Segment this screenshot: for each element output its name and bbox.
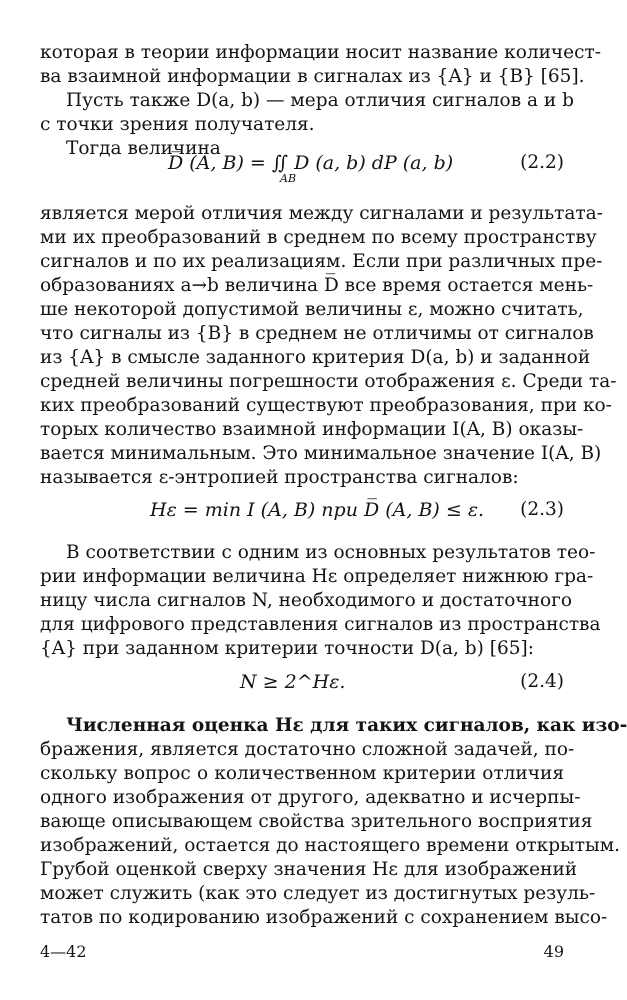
- text-line: образованиях a→b величина D̅ все время остается мень-: [40, 275, 594, 296]
- text-line: скольку вопрос о количественном критерии отличия: [40, 763, 564, 784]
- text-line: рии информации величина Hε определяет нижнюю гра-: [40, 566, 594, 587]
- equation-number: (2.4): [520, 671, 564, 692]
- text-line: что сигналы из {B} в среднем не отличимы от сигналов: [40, 323, 594, 344]
- text-line: вающе описывающем свойства зрительного восприятия: [40, 811, 593, 832]
- equation-2-4: [40, 665, 564, 699]
- equation-2-3: [40, 493, 564, 527]
- text-line: называется ε-энтропией пространства сигналов:: [40, 467, 519, 488]
- text-line: ницу числа сигналов N, необходимого и достаточного: [40, 590, 572, 611]
- text-line: ми их преобразований в среднем по всему пространству: [40, 227, 597, 248]
- equation-formula: N ≥ 2^Hε.: [240, 671, 346, 693]
- equation-number: (2.2): [520, 152, 564, 173]
- printer-signature: 4—42: [40, 942, 87, 961]
- text-line: одного изображения от другого, адекватно и исчерпы-: [40, 787, 581, 808]
- text-line: средней величины погрешности отображения ε. Среди та-: [40, 371, 617, 392]
- text-line: ше некоторой допустимой величины ε, можно считать,: [40, 299, 584, 320]
- integral-subscript: AB: [280, 172, 297, 185]
- text-line: изображений, остается до настоящего времени открытым.: [40, 835, 620, 856]
- text-line: из {A} в смысле заданного критерия D(a, b) и заданной: [40, 347, 591, 368]
- text-line: которая в теории информации носит название количест-: [40, 42, 601, 63]
- text-line: Грубой оценкой сверху значения Hε для изображений: [40, 859, 578, 880]
- text-line: {A} при заданном критерии точности D(a, b) [65]:: [40, 638, 534, 659]
- text-line: ва взаимной информации в сигналах из {A} и {B} [65].: [40, 66, 585, 87]
- equation-formula: Hε = min I (A, B) при D̅ (A, B) ≤ ε.: [150, 499, 485, 521]
- text-line: татов по кодированию изображений с сохранением высо-: [40, 907, 608, 928]
- text-line: вается минимальным. Это минимальное значение I(A, B): [40, 443, 602, 464]
- equation-formula: D̅ (A, B) = ∬ D (a, b) dP (a, b): [168, 152, 454, 174]
- text-line: бражения, является достаточно сложной задачей, по-: [40, 739, 575, 760]
- text-line: для цифрового представления сигналов из пространства: [40, 614, 601, 635]
- text-line: Пусть также D(a, b) — мера отличия сигналов a и b: [66, 90, 574, 111]
- text-line: является мерой отличия между сигналами и результата-: [40, 203, 603, 224]
- text-line-heading: Численная оценка Hε для таких сигналов, как изо-: [66, 715, 627, 736]
- text-line: может служить (как это следует из достигнутых резуль-: [40, 883, 596, 904]
- text-line: с точки зрения получателя.: [40, 114, 315, 135]
- text-line: В соответствии с одним из основных результатов тео-: [66, 542, 596, 563]
- text-line: ких преобразований существуют преобразования, при ко-: [40, 395, 612, 416]
- page-number: 49: [543, 942, 564, 961]
- equation-2-2: [40, 146, 564, 194]
- text-line: сигналов и по их реализациям. Если при различных пре-: [40, 251, 603, 272]
- text-line: торых количество взаимной информации I(A, B) оказы-: [40, 419, 584, 440]
- equation-number: (2.3): [520, 499, 564, 520]
- text-line: Тогда величина: [66, 138, 221, 159]
